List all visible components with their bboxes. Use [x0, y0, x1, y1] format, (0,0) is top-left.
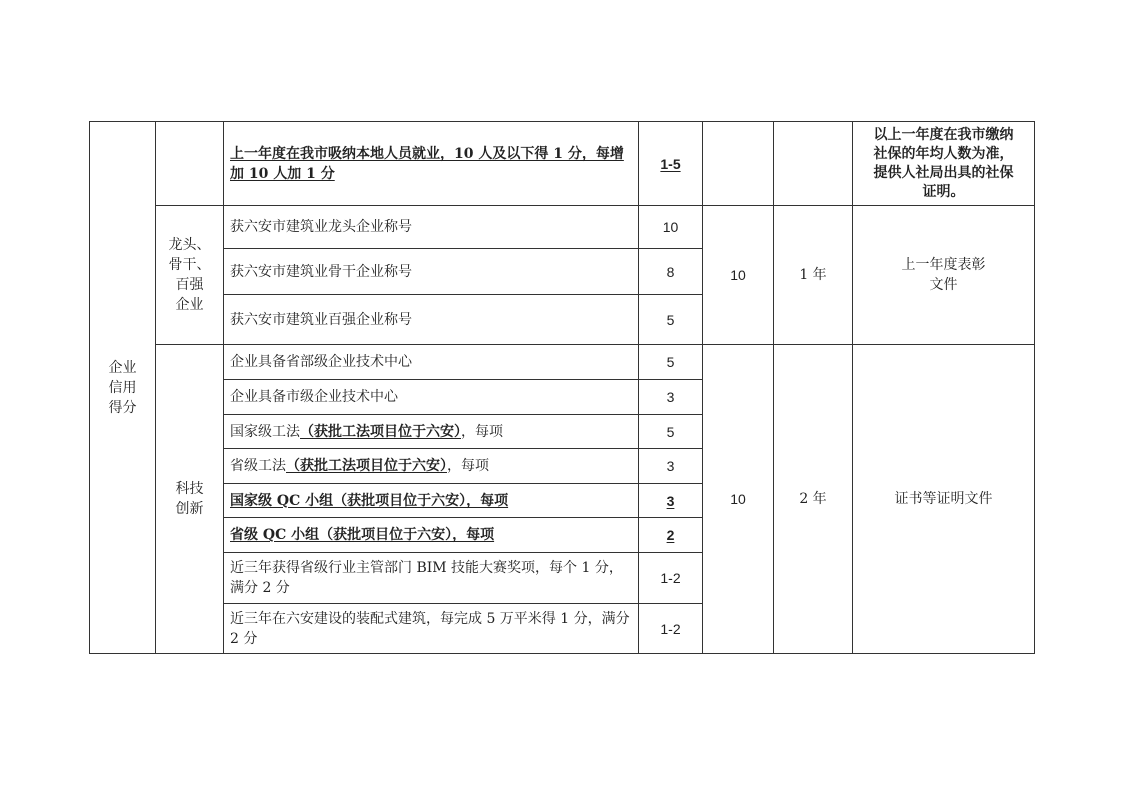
- item-text: 省级工法（获批工法项目位于六安），每项: [224, 449, 639, 484]
- category-cell: 企业 信用 得分: [90, 122, 156, 654]
- empty-period-cell: [774, 122, 853, 206]
- employment-item-text: 上一年度在我市吸纳本地人员就业，10 人及以下得 1 分，每增加 10 人加 1 分: [224, 122, 639, 206]
- tech-max-score: 10: [703, 345, 774, 654]
- empty-subcategory-cell: [156, 122, 224, 206]
- item-score: 5: [639, 415, 703, 449]
- item-score: 3: [639, 380, 703, 415]
- item-score: 2: [639, 518, 703, 553]
- item-text: 企业具备省部级企业技术中心: [224, 345, 639, 380]
- item-text: 获六安市建筑业龙头企业称号: [224, 206, 639, 249]
- employment-score: 1-5: [639, 122, 703, 206]
- credit-score-table: [89, 121, 1035, 654]
- item-text: 企业具备市级企业技术中心: [224, 380, 639, 415]
- tech-period: 2 年: [774, 345, 853, 654]
- table-row: [90, 206, 1035, 249]
- table-row: [90, 122, 1035, 206]
- item-score: 10: [639, 206, 703, 249]
- table-row: [90, 345, 1035, 380]
- item-text: 国家级工法（获批工法项目位于六安），每项: [224, 415, 639, 449]
- item-text: 获六安市建筑业骨干企业称号: [224, 249, 639, 295]
- item-score: 3: [639, 484, 703, 518]
- tech-material: 证书等证明文件: [853, 345, 1035, 654]
- item-score: 3: [639, 449, 703, 484]
- leading-max-score: 10: [703, 206, 774, 345]
- empty-max-score-cell: [703, 122, 774, 206]
- item-score: 5: [639, 295, 703, 345]
- item-text: 获六安市建筑业百强企业称号: [224, 295, 639, 345]
- subcategory-leading-enterprise: 龙头、 骨干、 百强 企业: [156, 206, 224, 345]
- item-score: 1-2: [639, 604, 703, 654]
- leading-material: 上一年度表彰 文件: [853, 206, 1035, 345]
- subcategory-tech-innovation: 科技 创新: [156, 345, 224, 654]
- leading-period: 1 年: [774, 206, 853, 345]
- item-text: 近三年在六安建设的装配式建筑，每完成 5 万平米得 1 分，满分 2 分: [224, 604, 639, 654]
- item-text: 国家级 QC 小组（获批项目位于六安），每项: [224, 484, 639, 518]
- item-score: 5: [639, 345, 703, 380]
- item-score: 8: [639, 249, 703, 295]
- item-text: 近三年获得省级行业主管部门 BIM 技能大赛奖项，每个 1 分，满分 2 分: [224, 553, 639, 604]
- employment-material: 以上一年度在我市缴纳社保的年均人数为准，提供人社局出具的社保证明。: [853, 122, 1035, 206]
- item-text: 省级 QC 小组（获批项目位于六安），每项: [224, 518, 639, 553]
- item-score: 1-2: [639, 553, 703, 604]
